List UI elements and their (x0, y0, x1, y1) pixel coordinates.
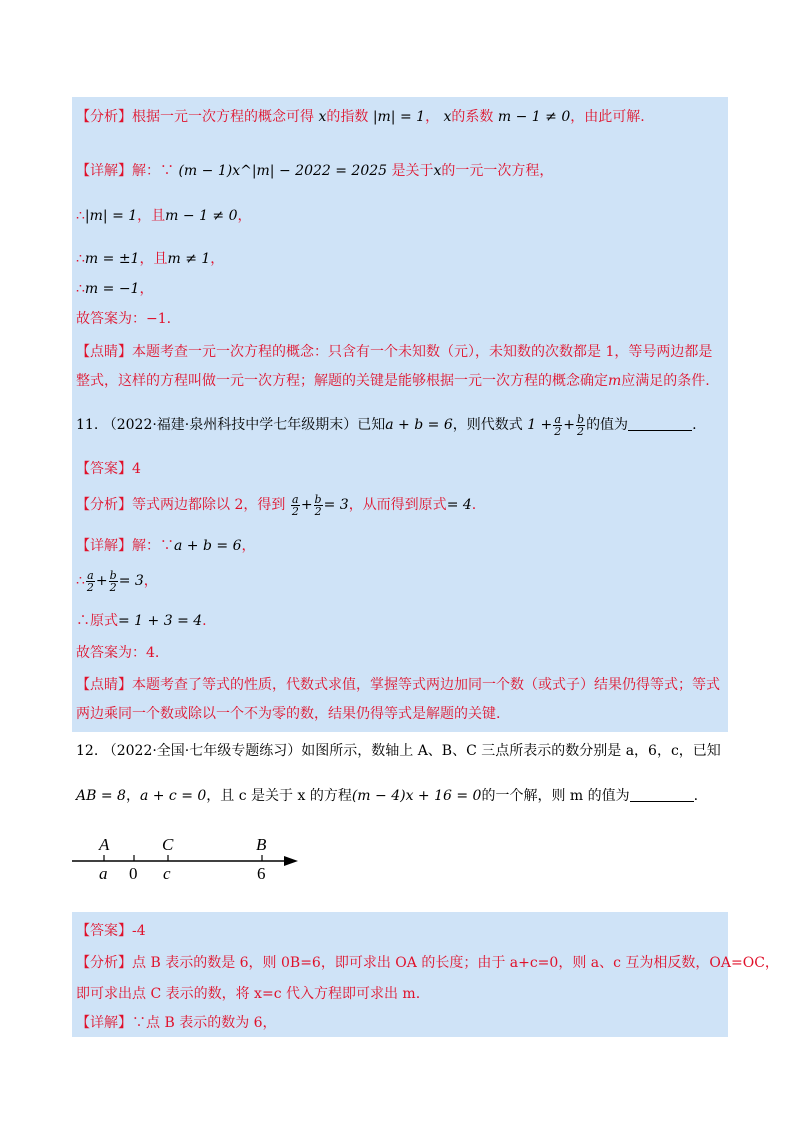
q10-step-1: ∴|m| = 1，且m − 1 ≠ 0， (76, 208, 252, 224)
q12-detail-1: 【详解】∵点 B 表示的数为 6， (76, 1015, 277, 1031)
label-A: A (99, 835, 110, 854)
number-line-svg (72, 826, 298, 896)
q10-detail: 【详解】解：∵ (m − 1)x^|m| − 2022 = 2025 是关于x的一元一次方程， (76, 163, 554, 179)
q10-step-3: ∴m = −1， (76, 281, 154, 297)
q11-comment-1: 【点睛】本题考查了等式的性质，代数式求值，掌握等式两边加同一个数（或式子）结果仍得等式；等式 (76, 677, 720, 693)
q11-analysis: 【分析】等式两边都除以 2，得到 $\frac{a}{2}$ + $\frac{b}{2}$ = 3，从而得到原式= 4. (76, 492, 477, 518)
q10-step-2: ∴m = ±1，且m ≠ 1， (76, 251, 225, 267)
label-C: C (162, 835, 174, 854)
arrow-head-icon (284, 856, 298, 866)
q10-answer-line: 故答案为：−1. (76, 311, 172, 327)
label-B: B (256, 835, 267, 854)
q11-step-2: ∴原式= 1 + 3 = 4. (76, 613, 207, 629)
fraction-a-over-2: $\frac{a}{2}$ (86, 568, 94, 594)
q11-comment-2: 两边乘同一个数或除以一个不为零的数，结果仍得等式是解题的关键. (76, 706, 501, 722)
q10-equation: (m − 1)x^|m| − 2022 = 2025 (178, 163, 388, 179)
fraction-b-over-2: $\frac{b}{2}$ (577, 412, 585, 438)
answer-blank (628, 416, 692, 431)
q10-comment-2: 整式，这样的方程叫做一元一次方程；解题的关键是能够根据一元一次方程的概念确定m应满足的条件. (76, 373, 710, 389)
q12-question-line-2: AB = 8，a + c = 0，且 c 是关于 x 的方程(m − 4)x + 16 = 0的一个解，则 m 的值为 . (76, 788, 699, 804)
q11-answer: 【答案】4 (76, 461, 141, 477)
q10-comment-1: 【点睛】本题考查一元一次方程的概念：只含有一个未知数（元），未知数的次数都是 1，等号两边都是 (76, 344, 713, 360)
q12-analysis-1: 【分析】点 B 表示的数是 6，则 0B=6，即可求出 OA 的长度；由于 a+c=0，则 a、c 互为相反数，OA=OC， (76, 955, 779, 971)
q10-analysis: 【分析】根据一元一次方程的概念可得 x的指数 |m| = 1， x的系数 m − 1 ≠ 0，由此可解. (76, 109, 645, 125)
q11-step-1: ∴ $\frac{a}{2}$ + $\frac{b}{2}$ = 3， (76, 568, 158, 594)
q12-analysis-2: 即可求出点 C 表示的数，将 x=c 代入方程即可求出 m. (76, 986, 421, 1002)
fraction-a-over-2: $\frac{a}{2}$ (554, 412, 562, 438)
fraction-a-over-2: $\frac{a}{2}$ (291, 492, 299, 518)
value-6: 6 (257, 864, 266, 883)
number-line-figure (72, 826, 298, 896)
fraction-b-over-2: $\frac{b}{2}$ (314, 492, 322, 518)
q11-detail: 【详解】解：∵a + b = 6， (76, 538, 256, 554)
value-a: a (99, 864, 108, 883)
q11-question: 11. （2022·福建·泉州科技中学七年级期末）已知a + b = 6，则代数式 1 + $\frac{a}{2}$ + $\frac{b}{2}$ 的值为 . (76, 412, 697, 438)
fraction-b-over-2: $\frac{b}{2}$ (109, 568, 117, 594)
value-0: 0 (129, 864, 138, 883)
q12-answer: 【答案】-4 (76, 923, 146, 939)
q11-answer-line: 故答案为：4. (76, 645, 160, 661)
answer-blank (630, 787, 694, 802)
value-c: c (163, 864, 171, 883)
q12-question-line-1: 12. （2022·全国·七年级专题练习）如图所示，数轴上 A、B、C 三点所表示的数分别是 a，6，c，已知 (76, 743, 721, 759)
